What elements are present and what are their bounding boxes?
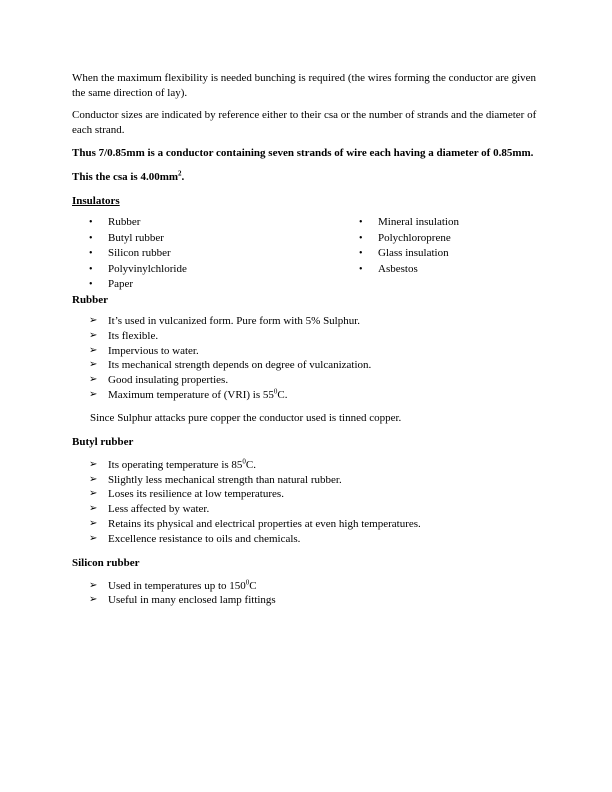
list-item: ➢ Used in temperatures up to $150^0C$: [89, 577, 257, 592]
list-item: • Glass insulation: [342, 246, 542, 262]
list-item: ➢ Retains its physical and electrical properties at even high temperatures.: [89, 517, 421, 530]
list-item: ➢ Its mechanical strength depends on degree of vulcanization.: [89, 359, 372, 372]
arrow-bullet-icon: ➢: [89, 329, 98, 341]
paragraph-conductor-sizes: Conductor sizes are indicated by reference either to their csa or the number of strands and the diameter of each strand.: [72, 109, 537, 136]
bullet-icon: •: [89, 248, 93, 260]
rubber-note: Since Sulphur attacks pure copper the conductor used is tinned copper.: [90, 411, 402, 424]
arrow-bullet-icon: ➢: [89, 488, 98, 500]
list-item: • Rubber: [72, 215, 342, 231]
arrow-bullet-icon: ➢: [89, 532, 98, 544]
silicon-rubber-list: [72, 579, 542, 609]
insulators-right-column: [342, 215, 542, 293]
csa-text: This the csa is 4.00mm: [72, 171, 179, 183]
insulators-left-column: [72, 215, 342, 293]
butyl-rubber-heading: Butyl rubber: [72, 435, 134, 448]
arrow-bullet-icon: ➢: [89, 594, 98, 606]
list-item: ➢ Less affected by water.: [89, 503, 210, 516]
arrow-bullet-icon: ➢: [89, 517, 98, 529]
list-item: • Polychloroprene: [342, 231, 542, 247]
bullet-icon: •: [359, 232, 363, 244]
csa-period: .: [181, 171, 185, 183]
arrow-bullet-icon: ➢: [89, 314, 98, 326]
page-content: [72, 71, 542, 608]
insulators-list: [72, 215, 542, 293]
list-item: ➢ Loses its resilience at low temperatures.: [89, 488, 284, 501]
paragraph-bunching: When the maximum flexibility is needed bunching is required (the wires forming the conductor are given the same direction of lay).: [72, 72, 537, 99]
list-item: • Polyvinylchloride: [72, 262, 342, 278]
rubber-list: [72, 314, 542, 403]
arrow-bullet-icon: ➢: [89, 388, 98, 400]
list-item: • Asbestos: [342, 262, 542, 278]
list-item: ➢ Maximum temperature of (VRI) is $55^0C$.: [89, 387, 288, 401]
list-item: • Mineral insulation: [342, 215, 542, 231]
bullet-icon: •: [89, 263, 93, 275]
paragraph-csa: [72, 170, 542, 185]
butyl-rubber-list: [72, 458, 542, 547]
bullet-icon: •: [359, 248, 363, 260]
arrow-bullet-icon: ➢: [89, 579, 98, 591]
rubber-heading: Rubber: [72, 293, 109, 306]
list-item: ➢ Impervious to water.: [89, 344, 199, 357]
csa-superscript: 2: [178, 169, 182, 178]
bullet-icon: •: [359, 263, 363, 275]
bullet-icon: •: [359, 217, 363, 228]
bullet-icon: •: [89, 279, 93, 291]
list-item: • Butyl rubber: [72, 231, 342, 247]
insulators-heading: Insulators: [72, 195, 120, 207]
list-item: • Silicon rubber: [72, 246, 342, 262]
list-item: ➢ Slightly less mechanical strength than natural rubber.: [89, 473, 342, 486]
list-item: ➢ Good insulating properties.: [89, 374, 229, 387]
arrow-bullet-icon: ➢: [89, 344, 98, 356]
arrow-bullet-icon: ➢: [89, 473, 98, 485]
list-item: ➢ Excellence resistance to oils and chemicals.: [89, 532, 301, 545]
arrow-bullet-icon: ➢: [89, 374, 98, 386]
list-item: ➢ It’s used in vulcanized form. Pure form with 5% Sulphur.: [89, 314, 361, 327]
bullet-icon: •: [89, 232, 93, 244]
list-item: ➢ Its operating temperature is $85^0C$.: [89, 457, 256, 471]
arrow-bullet-icon: ➢: [89, 458, 98, 470]
arrow-bullet-icon: ➢: [89, 359, 98, 371]
bullet-icon: •: [89, 217, 93, 228]
list-item: ➢ Its flexible.: [89, 329, 159, 342]
list-item: • Paper: [72, 277, 342, 293]
silicon-rubber-heading: Silicon rubber: [72, 556, 140, 569]
arrow-bullet-icon: ➢: [89, 503, 98, 515]
list-item: ➢ Useful in many enclosed lamp fittings: [89, 594, 276, 607]
paragraph-example: Thus 7/0.85mm is a conductor containing seven strands of wire each having a diameter of 0.85mm.: [72, 147, 534, 159]
